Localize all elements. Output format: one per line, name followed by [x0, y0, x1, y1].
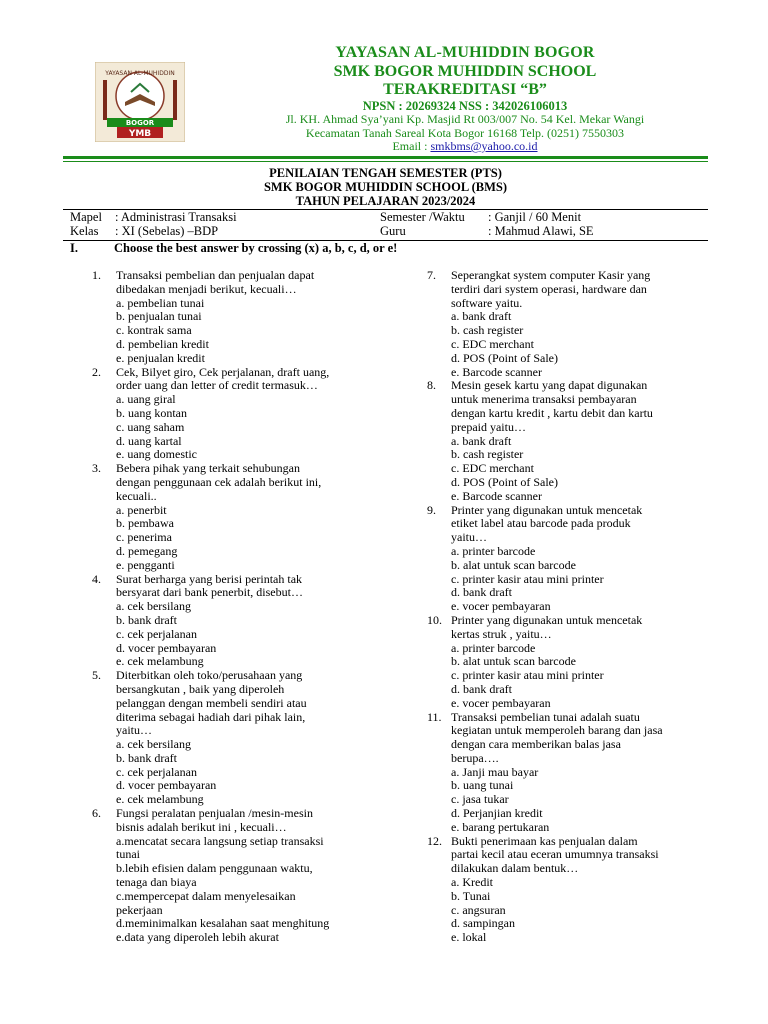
header-divider [63, 156, 708, 159]
answer-option[interactable]: c. uang saham [116, 419, 185, 434]
answer-option[interactable]: e. Barcode scanner [451, 488, 542, 503]
answer-option[interactable]: c. jasa tukar [451, 792, 509, 807]
question-number: 4. [92, 571, 101, 586]
answer-option[interactable]: d. uang kartal [116, 433, 182, 448]
answer-option[interactable]: e. penjualan kredit [116, 350, 205, 365]
logo-top-text: YAYASAN AL-MUHIDDIN [105, 70, 175, 77]
answer-option[interactable]: c. printer kasir atau mini printer [451, 668, 604, 683]
answer-option[interactable]: a. bank draft [451, 433, 512, 448]
answer-option[interactable]: d. bank draft [451, 585, 512, 600]
answer-option[interactable]: c. printer kasir atau mini printer [451, 571, 604, 586]
answer-option[interactable]: b. uang tunai [451, 778, 514, 793]
answer-option[interactable]: d. vocer pembayaran [116, 640, 217, 655]
question-text-line: terdiri dari system operasi, hardware dan [451, 281, 647, 296]
question-text-line: dengan kartu kredit , kartu debit dan kartu [451, 405, 653, 420]
kelas-label: Kelas [70, 224, 99, 238]
question-text-line: berupa…. [451, 750, 499, 765]
mapel-value: : Administrasi Transaksi [115, 210, 237, 224]
answer-option[interactable]: d. vocer pembayaran [116, 778, 217, 793]
question-text-line: prepaid yaitu… [451, 419, 526, 434]
question-text-line: bisnis adalah berikut ini , kecuali… [116, 819, 287, 834]
question-text-line: dengan penggunaan cek adalah berikut ini, [116, 474, 322, 489]
npsn-nss: NPSN : 20269324 NSS : 342026106013 [362, 99, 568, 113]
question-text [451, 711, 687, 766]
answer-option[interactable]: c. cek perjalanan [116, 764, 197, 779]
question-text-line: Bukti penerimaan kas penjualan dalam [451, 833, 638, 848]
section-instruction-text: Choose the best answer by crossing (x) a, b, c, d, or e! [114, 241, 398, 255]
email-link[interactable]: smkbms@yahoo.co.id [430, 139, 538, 153]
question-item [92, 573, 367, 670]
answer-option[interactable]: e. pengganti [116, 557, 175, 572]
question-item [427, 504, 687, 614]
questions-left-column [92, 269, 367, 945]
question-item [92, 807, 367, 945]
question-number: 7. [427, 268, 436, 282]
answer-option[interactable]: a. cek bersilang [116, 599, 191, 614]
question-number: 2. [92, 364, 101, 379]
answer-option[interactable]: b. alat untuk scan barcode [451, 654, 576, 669]
answer-option[interactable]: tunai [116, 847, 140, 862]
answer-option[interactable]: a. pembelian tunai [116, 295, 205, 310]
question-text-line: kertas struk , yaitu… [451, 626, 552, 641]
question-text [116, 669, 367, 738]
answer-option[interactable]: b. Tunai [451, 888, 491, 903]
answer-option[interactable]: pekerjaan [116, 902, 163, 917]
answer-option[interactable]: e. uang domestic [116, 447, 197, 462]
question-text-line: Printer yang digunakan untuk mencetak [451, 502, 643, 517]
email-line [200, 139, 730, 154]
answer-option[interactable]: a. Kredit [451, 875, 493, 890]
exam-school: SMK BOGOR MUHIDDIN SCHOOL (BMS) [263, 180, 508, 194]
question-item [427, 835, 687, 945]
question-item [427, 614, 687, 711]
exam-title: PENILAIAN TENGAH SEMESTER (PTS) [269, 166, 502, 180]
accreditation: TERAKREDITASI “B” [383, 81, 547, 98]
question-number: 11. [427, 709, 442, 724]
section-number: I. [70, 241, 78, 255]
question-text-line: bersangkutan , baik yang diperoleh [116, 681, 285, 696]
question-number: 1. [92, 268, 101, 282]
school-name: SMK BOGOR MUHIDDIN SCHOOL [333, 63, 597, 80]
question-item [427, 711, 687, 835]
logo-bottom-text: YMB [128, 129, 152, 139]
answer-option[interactable]: b. cash register [451, 323, 524, 338]
answer-option[interactable]: a. Janji mau bayar [451, 764, 539, 779]
question-text [116, 462, 367, 503]
question-number: 9. [427, 502, 436, 517]
answer-option[interactable]: b. bank draft [116, 612, 177, 627]
question-text [451, 835, 687, 876]
question-text-line: bersyarat dari bank penerbit, disebut… [116, 585, 303, 600]
mapel-label: Mapel [70, 210, 102, 224]
answer-option[interactable]: d. POS (Point of Sale) [451, 350, 559, 365]
header-divider-thin [63, 161, 708, 162]
question-text-line: etiket label atau barcode pada produk [451, 516, 631, 531]
question-text [116, 366, 367, 394]
answer-option[interactable]: e. vocer pembayaran [451, 695, 551, 710]
answer-option[interactable]: e. barang pertukaran [451, 819, 550, 834]
answer-option[interactable]: d. pembelian kredit [116, 336, 209, 351]
answer-option[interactable]: b. pembawa [116, 516, 174, 531]
answer-option[interactable]: d. POS (Point of Sale) [451, 474, 559, 489]
question-number: 3. [92, 461, 101, 476]
question-item [92, 462, 367, 572]
answer-option[interactable]: c. angsuran [451, 902, 506, 917]
section-instruction [70, 241, 397, 256]
question-text-line: Transaksi pembelian dan penjualan dapat [116, 268, 315, 282]
question-text-line: Seperangkat system computer Kasir yang [451, 268, 651, 282]
question-item [92, 669, 367, 807]
question-text [451, 379, 687, 434]
answer-option[interactable]: b.lebih efisien dalam penggunaan waktu, [116, 861, 313, 876]
address-line-2: Kecamatan Tanah Sareal Kota Bogor 16168 Telp. (0251) 7550303 [305, 126, 625, 140]
question-item [92, 366, 367, 463]
answer-option[interactable]: a. bank draft [451, 309, 512, 324]
answer-option[interactable]: c.mempercepat dalam menyelesaikan [116, 888, 296, 903]
question-item [427, 269, 687, 379]
question-text-line: Printer yang digunakan untuk mencetak [451, 612, 643, 627]
answer-option[interactable]: a. printer barcode [451, 640, 536, 655]
exam-info [70, 210, 630, 238]
question-text [451, 504, 687, 545]
foundation-name: YAYASAN AL-MUHIDDIN BOGOR [335, 44, 595, 61]
question-text-line: Diterbitkan oleh toko/perusahaan yang [116, 668, 303, 683]
answer-option[interactable]: e. vocer pembayaran [451, 599, 551, 614]
question-text-line: Surat berharga yang berisi perintah tak [116, 571, 303, 586]
question-number: 12. [427, 833, 442, 848]
question-text [116, 807, 367, 835]
exam-year: TAHUN PELAJARAN 2023/2024 [295, 194, 476, 208]
answer-option[interactable]: e. cek melambung [116, 654, 204, 669]
answer-option[interactable]: e. cek melambung [116, 792, 204, 807]
answer-option[interactable]: a. uang giral [116, 392, 176, 407]
question-text-line: Bebera pihak yang terkait sehubungan [116, 461, 300, 476]
answer-option[interactable]: c. cek perjalanan [116, 626, 197, 641]
answer-option[interactable]: c. penerima [116, 530, 172, 545]
logo-mid-text: BOGOR [125, 119, 155, 127]
guru-value: : Mahmud Alawi, SE [488, 224, 594, 238]
question-text [116, 269, 367, 297]
question-text-line: dengan cara memberikan balas jasa [451, 737, 621, 752]
question-item [92, 269, 367, 366]
answer-option[interactable]: b. bank draft [116, 750, 177, 765]
question-text [451, 614, 687, 642]
answer-option[interactable]: b. uang kontan [116, 405, 187, 420]
answer-option[interactable]: c. EDC merchant [451, 336, 534, 351]
semester-label: Semester /Waktu [380, 210, 465, 224]
question-text-line: kecuali.. [116, 488, 157, 503]
answer-option[interactable]: b. penjualan tunai [116, 309, 202, 324]
question-text-line: Fungsi peralatan penjualan /mesin-mesin [116, 806, 313, 821]
answer-option[interactable]: b. alat untuk scan barcode [451, 557, 576, 572]
answer-option[interactable]: d. pemegang [116, 543, 178, 558]
question-text-line: yaitu… [116, 723, 152, 738]
semester-value: : Ganjil / 60 Menit [488, 210, 582, 224]
question-text-line: untuk menerima transaksi pembayaran [451, 392, 637, 407]
question-text-line: order uang dan letter of credit termasuk… [116, 378, 318, 393]
answer-option[interactable]: a. penerbit [116, 502, 167, 517]
question-text-line: dibedakan menjadi berikut, kecuali… [116, 281, 297, 296]
question-text-line: yaitu… [451, 530, 487, 545]
question-number: 6. [92, 806, 101, 821]
guru-label: Guru [380, 224, 406, 238]
question-text-line: software yaitu. [451, 295, 523, 310]
question-text-line: Mesin gesek kartu yang dapat digunakan [451, 378, 648, 393]
question-text [116, 573, 367, 601]
questions-right-column [427, 269, 687, 945]
answer-option[interactable]: c. EDC merchant [451, 461, 534, 476]
address-line-1: Jl. KH. Ahmad Sya’yani Kp. Masjid Rt 003/007 No. 54 Kel. Mekar Wangi [285, 112, 645, 126]
question-number: 5. [92, 668, 101, 683]
answer-option[interactable]: e.data yang diperoleh lebih akurat [116, 930, 279, 945]
kelas-value: : XI (Sebelas) –BDP [115, 224, 219, 238]
answer-option[interactable]: a. cek bersilang [116, 737, 191, 752]
answer-option[interactable]: e. Barcode scanner [451, 364, 542, 379]
question-text-line: Cek, Bilyet giro, Cek perjalanan, draft uang, [116, 364, 330, 379]
answer-option[interactable]: d. bank draft [451, 681, 512, 696]
question-number: 10. [427, 612, 442, 627]
school-logo [95, 62, 185, 142]
email-label: Email : [392, 139, 431, 153]
answer-option[interactable]: a. printer barcode [451, 543, 536, 558]
question-text [451, 269, 687, 310]
question-text-line: Transaksi pembelian tunai adalah suatu [451, 709, 640, 724]
answer-option[interactable]: d. sampingan [451, 916, 515, 931]
question-item [427, 379, 687, 503]
question-text-line: diterima sebagai hadiah dari pihak lain, [116, 709, 306, 724]
answer-option[interactable]: c. kontrak sama [116, 323, 192, 338]
answer-option[interactable]: a.mencatat secara langsung setiap transaksi [116, 833, 324, 848]
answer-option[interactable]: d.meminimalkan kesalahan saat menghitung [116, 916, 330, 931]
question-text-line: pelanggan dengan membeli sendiri atau [116, 695, 307, 710]
answer-option[interactable]: d. Perjanjian kredit [451, 806, 543, 821]
question-number: 8. [427, 378, 436, 393]
question-text-line: dilakukan dalam bentuk… [451, 861, 579, 876]
answer-option[interactable]: e. lokal [451, 930, 487, 945]
answer-option[interactable]: b. cash register [451, 447, 524, 462]
answer-option[interactable]: tenaga dan biaya [116, 875, 197, 890]
question-text-line: kegiatan untuk memperoleh barang dan jasa [451, 723, 663, 738]
question-text-line: partai kecil atau eceran umumnya transaksi [451, 847, 659, 862]
